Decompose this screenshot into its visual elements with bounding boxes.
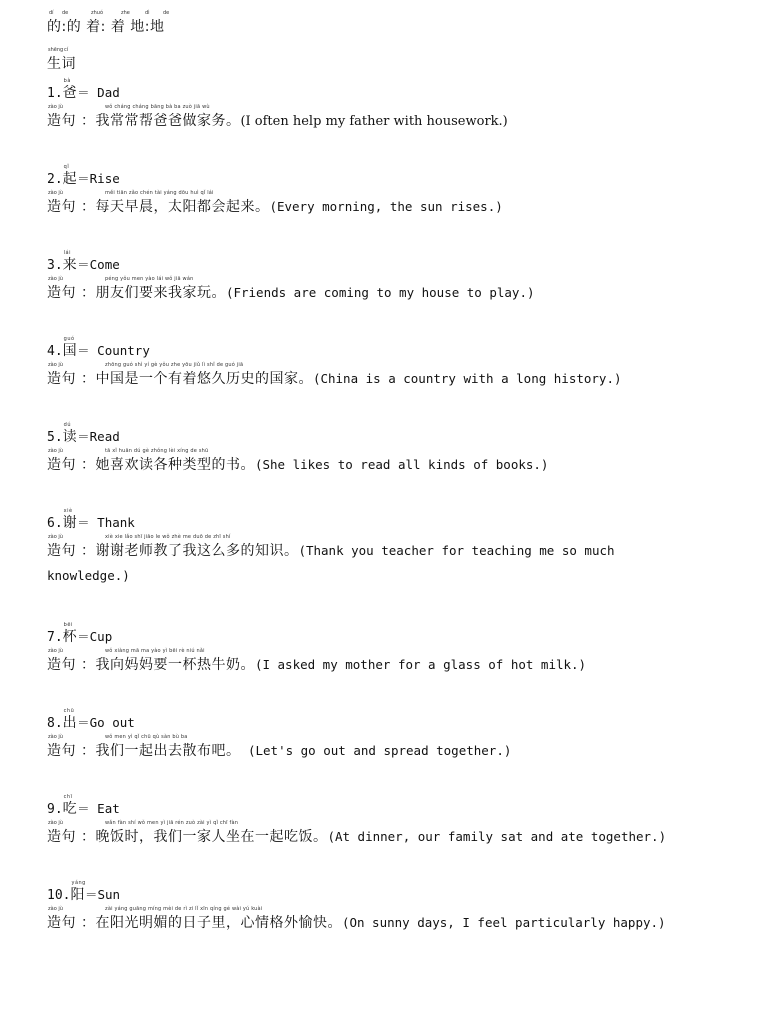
example-sentence: 每天早晨，太阳都会起来。 — [95, 199, 270, 215]
item-number: 4. — [47, 344, 63, 359]
label-pinyin: zào jù — [48, 190, 63, 196]
item-number: 7. — [47, 630, 63, 645]
vocab-item-heading — [47, 708, 135, 732]
vocab-character: 杯 bēi — [62, 622, 78, 645]
item-number: 1. — [47, 86, 63, 101]
vocab-item-heading — [47, 880, 121, 904]
example-sentence-line — [47, 540, 615, 560]
item-number: 6. — [47, 516, 63, 531]
character-pinyin: guó — [63, 336, 75, 342]
example-sentence-line — [47, 454, 548, 474]
vocab-meaning: ＝Go out — [77, 715, 135, 730]
label-pinyin: zào jù — [48, 734, 63, 740]
sentence-label: 造句 — [47, 457, 76, 473]
vocab-character: 爸 bà — [62, 78, 78, 101]
character-pinyin: chū — [63, 708, 75, 714]
pinyin: dí — [49, 10, 54, 16]
sentence-pinyin: zhōng guó shì yí gè yǒu zhe yōu jiǔ lì shǐ de guó jiā — [105, 362, 244, 368]
item-number: 8. — [47, 716, 63, 731]
character-pinyin: bà — [63, 78, 71, 84]
sentence-pinyin: wǒ cháng cháng bāng bà ba zuò jiā wù — [105, 104, 210, 110]
label-pinyin: zào jù — [48, 820, 63, 826]
sentence-label: 造句 — [47, 199, 76, 215]
vocab-item-heading — [47, 250, 120, 274]
sentence-pinyin: wǒ men yì qǐ chū qù sàn bù ba — [105, 734, 188, 740]
example-sentence: 在阳光明媚的日子里，心情格外愉快。 — [95, 915, 342, 931]
vocab-meaning: ＝Sun — [84, 887, 121, 902]
sentence-colon: ： — [76, 371, 96, 387]
pinyin: de — [62, 10, 69, 16]
item-number: 5. — [47, 430, 63, 445]
sentence-label: 造句 — [47, 915, 76, 931]
example-sentence: 我向妈妈要一杯热牛奶。 — [95, 657, 255, 673]
example-sentence: 晚饭时，我们一家人坐在一起吃饭。 — [95, 829, 328, 845]
label-pinyin: zào jù — [48, 276, 63, 282]
example-sentence-line — [47, 282, 535, 302]
vocab-character: 国 guó — [62, 336, 78, 359]
vocab-meaning: ＝ Dad — [77, 85, 120, 100]
vocab-meaning: ＝Read — [77, 429, 120, 444]
english-translation: (China is a country with a long history.) — [312, 371, 622, 386]
example-sentence-line — [47, 826, 666, 846]
sentence-pinyin: měi tiān zǎo chén tài yáng dōu huì qǐ lái — [105, 190, 214, 196]
english-translation: (She likes to read all kinds of books.) — [254, 457, 549, 472]
example-sentence: 谢谢老师教了我这么多的知识。 — [95, 543, 299, 559]
english-translation: (Thank you teacher for teaching me so much — [298, 543, 615, 558]
label-pinyin: zào jù — [48, 648, 63, 654]
sentence-colon: ： — [76, 829, 96, 845]
character-pinyin: qǐ — [63, 164, 70, 170]
example-sentence: 中国是一个有着悠久历史的国家。 — [95, 371, 313, 387]
character-pinyin: dú — [63, 422, 71, 428]
item-number: 9. — [47, 802, 63, 817]
sentence-colon: ： — [76, 113, 96, 129]
sentence-label: 造句 — [47, 829, 76, 845]
label-pinyin: zào jù — [48, 534, 63, 540]
example-sentence-line — [47, 110, 508, 130]
vocab-meaning: ＝ Thank — [77, 515, 135, 530]
example-sentence: 我们一起出去散布吧。 — [95, 743, 241, 759]
character-pinyin: lái — [63, 250, 71, 256]
sentence-colon: ： — [76, 743, 96, 759]
vocab-meaning: ＝Rise — [77, 171, 120, 186]
vocab-character: 起 qǐ — [62, 164, 78, 187]
pinyin: de — [163, 10, 170, 16]
english-translation: (I often help my father with housework.) — [240, 114, 508, 129]
sentence-colon: ： — [76, 543, 96, 559]
example-sentence-line — [47, 196, 503, 216]
item-number: 2. — [47, 172, 63, 187]
label-pinyin: zào jù — [48, 362, 63, 368]
character-pinyin: bēi — [63, 622, 73, 628]
pinyin: zhe — [121, 10, 130, 16]
particles-line: 的:的 着: 着 地:地 — [47, 19, 165, 35]
vocab-item-heading — [47, 508, 135, 532]
english-translation: (At dinner, our family sat and ate together.) — [327, 829, 667, 844]
vocab-item-heading — [47, 622, 113, 646]
item-number: 3. — [47, 258, 63, 273]
sentence-pinyin: wǒ xiàng mā ma yào yì bēi rè niú nǎi — [105, 648, 205, 654]
english-translation: (On sunny days, I feel particularly happy.) — [341, 915, 666, 930]
pinyin: shēng — [48, 47, 64, 53]
sentence-pinyin: wǎn fàn shí wǒ men yì jiā rén zuò zài yì qǐ chī fàn — [105, 820, 239, 826]
sentence-label: 造句 — [47, 657, 76, 673]
label-pinyin: zào jù — [48, 448, 63, 454]
vocab-character: 来 lái — [62, 250, 78, 273]
vocab-item-heading — [47, 794, 120, 818]
vocab-meaning: ＝Come — [77, 257, 120, 272]
character-pinyin: chī — [63, 794, 73, 800]
vocab-character: 出 chū — [62, 708, 78, 731]
sentence-colon: ： — [76, 285, 96, 301]
sentence-pinyin: tā xǐ huān dú gè zhǒng lèi xíng de shū — [105, 448, 209, 454]
vocab-item-heading — [47, 164, 120, 188]
item-number: 10. — [47, 888, 71, 903]
character-pinyin: yáng — [71, 880, 86, 886]
vocab-title: 生词 — [47, 56, 76, 72]
english-translation: (I asked my mother for a glass of hot milk.) — [254, 657, 587, 672]
vocab-meaning: ＝ Eat — [77, 801, 120, 816]
sentence-colon: ： — [76, 657, 96, 673]
vocab-character: 阳 yáng — [70, 880, 86, 903]
label-pinyin: zào jù — [48, 104, 63, 110]
english-translation-continued: knowledge.) — [47, 568, 130, 583]
sentence-pinyin: xiè xie lǎo shī jiāo le wǒ zhè me duō de zhī shí — [105, 534, 231, 540]
pinyin: cí — [64, 47, 69, 53]
vocab-item-heading — [47, 336, 150, 360]
vocab-meaning: ＝Cup — [77, 629, 113, 644]
sentence-label: 造句 — [47, 543, 76, 559]
pinyin: zhuó — [91, 10, 104, 16]
vocab-meaning: ＝ Country — [77, 343, 150, 358]
english-translation: (Every morning, the sun rises.) — [269, 199, 503, 214]
vocab-character: 谢 xiè — [62, 508, 78, 531]
example-sentence-line — [47, 740, 511, 760]
label-pinyin: zào jù — [48, 906, 63, 912]
sentence-colon: ： — [76, 915, 96, 931]
sentence-pinyin: péng yǒu men yào lái wǒ jiā wán — [105, 276, 194, 282]
character-pinyin: xiè — [63, 508, 73, 514]
vocab-item-heading — [47, 422, 120, 446]
example-sentence-line — [47, 368, 622, 388]
example-sentence: 我常常帮爸爸做家务。 — [95, 113, 241, 129]
example-sentence-line — [47, 654, 586, 674]
english-translation: (Let's go out and spread together.) — [240, 743, 512, 758]
example-sentence: 朋友们要来我家玩。 — [95, 285, 226, 301]
vocab-character: 读 dú — [62, 422, 78, 445]
vocab-item-heading — [47, 78, 120, 102]
sentence-label: 造句 — [47, 285, 76, 301]
sentence-label: 造句 — [47, 743, 76, 759]
sentence-colon: ： — [76, 199, 96, 215]
sentence-pinyin: zài yáng guāng míng mèi de rì zi lǐ xīn qíng gé wài yú kuài — [105, 906, 263, 912]
sentence-colon: ： — [76, 457, 96, 473]
vocab-character: 吃 chī — [62, 794, 78, 817]
sentence-label: 造句 — [47, 113, 76, 129]
pinyin: dì — [145, 10, 150, 16]
example-sentence: 她喜欢读各种类型的书。 — [95, 457, 255, 473]
sentence-label: 造句 — [47, 371, 76, 387]
english-translation: (Friends are coming to my house to play.) — [225, 285, 535, 300]
example-sentence-line — [47, 912, 666, 932]
